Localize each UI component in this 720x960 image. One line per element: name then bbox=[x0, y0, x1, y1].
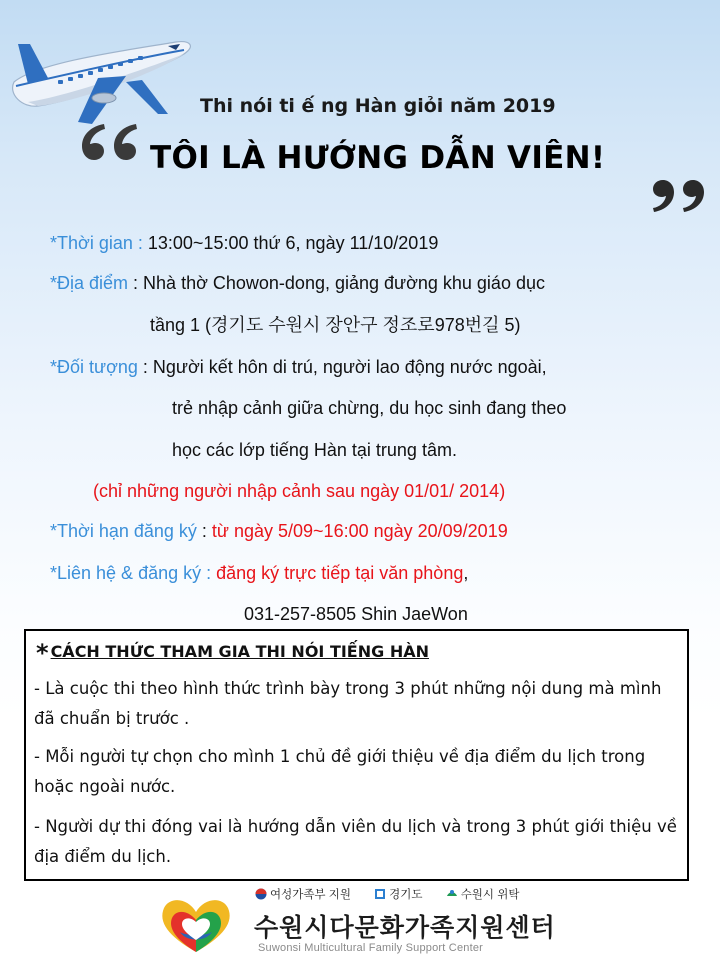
info-target bbox=[50, 356, 547, 378]
open-quote-icon bbox=[74, 118, 144, 164]
suwon-logo-icon bbox=[446, 888, 458, 900]
rules-heading-text: CÁCH THỨC THAM GIA THI NÓI TIẾNG HÀN bbox=[50, 642, 429, 661]
center-logo-icon bbox=[156, 892, 236, 958]
contact-label: *Liên hệ & đăng ký bbox=[50, 563, 202, 583]
info-place bbox=[50, 272, 545, 294]
contest-title: TÔI LÀ HƯỚNG DẪN VIÊN! bbox=[150, 140, 606, 176]
rules-star: * bbox=[36, 639, 49, 667]
target-value-line2: trẻ nhập cảnh giữa chừng, du học sinh đang theo bbox=[172, 398, 567, 418]
deadline-label: *Thời hạn đăng ký bbox=[50, 521, 197, 541]
contact-value: đăng ký trực tiếp tại văn phòng bbox=[216, 563, 464, 583]
target-value-line1: Người kết hôn di trú, người lao động nước ngoài, bbox=[152, 357, 547, 377]
gov-emblem-icon bbox=[255, 888, 267, 900]
rule-item: - Là cuộc thi theo hình thức trình bày trong 3 phút những nội dung mà mình đã chuẩn bị trước . bbox=[34, 679, 662, 728]
deadline-separator: : bbox=[196, 521, 212, 541]
close-quote-icon bbox=[648, 176, 712, 218]
rules-box bbox=[24, 629, 689, 881]
place-label: *Địa điểm bbox=[50, 273, 129, 293]
contact-phone: 031-257-8505 Shin JaeWon bbox=[244, 604, 468, 624]
place-separator: : bbox=[128, 273, 144, 293]
contest-subtitle: Thi nói ti ế ng Hàn giỏi năm 2019 bbox=[200, 95, 556, 117]
rule-item: - Người dự thi đóng vai là hướng dẫn viên du lịch và trong 3 phút giới thiệu về địa điểm du lịch. bbox=[34, 817, 677, 866]
target-separator: : bbox=[137, 357, 153, 377]
target-label: *Đối tượng bbox=[50, 357, 138, 377]
entry-date-note: (chỉ những người nhập cảnh sau ngày 01/01/ 2014) bbox=[93, 481, 506, 501]
info-time bbox=[50, 232, 438, 254]
rule-item: - Mỗi người tự chọn cho mình 1 chủ đề giới thiệu về địa điểm du lịch trong hoặc ngoài nước. bbox=[34, 747, 646, 796]
gyeonggi-logo-icon bbox=[374, 888, 386, 900]
info-contact bbox=[50, 562, 468, 584]
footer bbox=[150, 884, 570, 960]
organization-name-korean: 수원시다문화가족지원센터 bbox=[254, 913, 556, 942]
place-value-line1: Nhà thờ Chowon-dong, giảng đường khu giáo dục bbox=[143, 273, 545, 293]
time-label: *Thời gian bbox=[50, 233, 133, 253]
time-value: 13:00~15:00 thứ 6, ngày 11/10/2019 bbox=[147, 233, 439, 253]
airplane-icon bbox=[8, 22, 198, 132]
rules-heading bbox=[36, 639, 429, 667]
sponsor-item: 경기도 bbox=[374, 889, 432, 901]
target-value-line3: học các lớp tiếng Hàn tại trung tâm. bbox=[172, 440, 457, 460]
sponsor-list bbox=[255, 886, 539, 902]
info-deadline bbox=[50, 520, 508, 542]
sponsor-item: 수원시 위탁 bbox=[446, 889, 530, 901]
time-separator: : bbox=[132, 233, 148, 253]
deadline-value: từ ngày 5/09~16:00 ngày 20/09/2019 bbox=[211, 521, 508, 541]
place-value-line2: tầng 1 (경기도 수원시 장안구 정조로978번길 5) bbox=[150, 315, 521, 335]
contact-comma: , bbox=[463, 563, 469, 583]
organization-name-english: Suwonsi Multicultural Family Support Center bbox=[258, 942, 484, 954]
contact-separator: : bbox=[201, 563, 217, 583]
sponsor-item: 여성가족부 지원 bbox=[255, 889, 361, 901]
